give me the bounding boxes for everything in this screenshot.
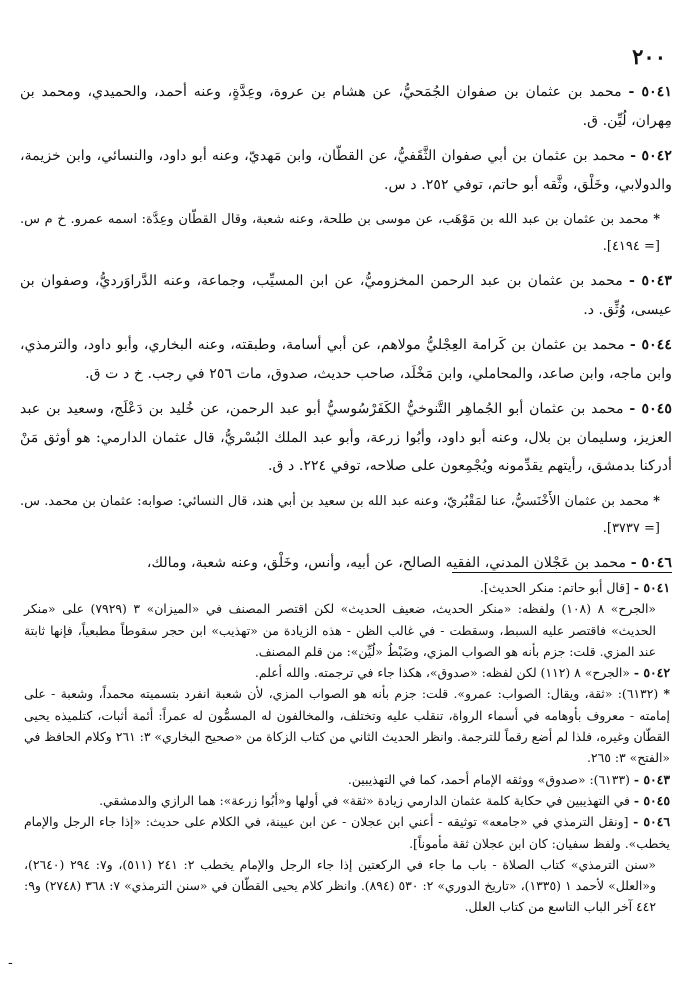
main-text: [20, 78, 672, 577]
footnote-divider: [452, 572, 672, 573]
entry-number: ٥٠٤٦ -: [630, 554, 672, 571]
entry-5041: [20, 78, 672, 135]
note-5045: [24, 790, 670, 811]
entry-number: ٥٠٤٥ -: [629, 401, 673, 417]
margin-mark: -: [8, 955, 13, 971]
note-text: في التهذيبين في حكاية كلمة عثمان الدارمي زيادة «ثقة» في أولها و«أبُوا زرعة»: هما الرازي والدمشقي.: [99, 792, 630, 808]
note-5043: [24, 769, 670, 790]
note-5046-continued: [24, 854, 670, 918]
entry-number: ٥٠٤٣ -: [629, 273, 672, 289]
entry-sub-akhnasi: [20, 488, 672, 542]
note-number: ٥٠٤١ -: [633, 580, 670, 595]
note-star-ibn-mawhab: [24, 683, 670, 768]
entry-5045: [20, 395, 672, 481]
note-5041-continued: [24, 598, 670, 662]
note-number: ٥٠٤٢ -: [633, 665, 670, 681]
star-marker: *: [653, 212, 660, 227]
entry-text: محمد بن عثمان الأَخْنَسيُّ، عنا لمَقْبُريّ، وعنه عبد الله بن سعيد بن أبي هند، قال النسائي: صوابه: عثمان بن محمد. س. [= ٣٧٣٧].: [20, 493, 660, 536]
entry-text: محمد بن عثمان بن أبي صفوان الثَّقَفيُّ، عن القطّان، وابن مَهديّ، وعنه أبو داود، والنسائي، وابن خزيمة، والدولابي، وخَلْق، وثَّقه أبو حاتم، توفي ٢٥٢. د س.: [20, 148, 672, 193]
star-marker: *: [653, 493, 660, 509]
entry-5043: [20, 267, 672, 324]
note-number: ٥٠٤٦ -: [633, 814, 670, 830]
page-number: ٢٠٠: [632, 44, 666, 69]
note-text: «الجرح» ٨ (١٠٨) ولفظه: «منكر الحديث، ضعيف الحديث» لكن اقتصر المصنف في «الميزان» ٣ (٧٩٢٩) على «منكر الحديث» فاقتصر عليه السبط، وسقطت - في غالب الظن - هذه الزيادة من «تهذيب» ابن حجر سقوطاً مطبعياً، فإنها ثابتة عند المزي. قلت: جزم بأنه هو الصواب المزي، وضَبْطُ «لُيِّن»: من قلم المصنف.: [24, 601, 656, 659]
entry-sub-ibn-mawhab: [20, 206, 672, 260]
note-text: (٦١٣٢): «ثقة، ويقال: الصواب: عمرو». قلت: جزم بأنه هو الصواب المزي، لأن شعبة انفرد بتسميته محمداً، وشعبة - على إمامته - معروف بأوهامه في أسماء الرواة، تنقلب عليه وتختلف، والمخالفون له المسمُّون له عمراً: أئمة أثبات، كتلميذه يحيى القطّان وغيره، فلذا لم أضع رقماً للترجمة. وانظر الحديث الثاني من كتاب الزكاة من «صحيح البخاري» ٣: ٢٦١ وكلام الحافظ في «الفتح» ٣: ٢٦٥.: [24, 686, 670, 766]
entry-text: محمد بن عثمان بن عبد الله بن مَوْهَب، عن موسى بن طلحة، وعنه شعبة، وقال القطّان وعِدَّة: اسمه عمرو. خ م س. [= ٤١٩٤].: [20, 212, 660, 254]
entry-number: ٥٠٤٢ -: [630, 148, 672, 164]
note-text: «سنن الترمذي» كتاب الصلاة - باب ما جاء في الركعتين إذا جاء الرجل والإمام يخطب ٢: ٢٤١ (٥١١)، و٧: ٢٩٤ (٢٦٤٠)، و«العلل» لأحمد ١ (١٣٣٥)، «تاريخ الدوري» ٢: ٥٣٠ (٨٩٤). وانظر كلام يحيى القطّان في «سنن الترمذي» ٧: ٣٦٨ (٢٧٤٨) و٩: ٤٤٢ آخر الباب التاسع من كتاب العلل.: [24, 856, 656, 915]
note-text: [قال أبو حاتم: منكر الحديث].: [479, 580, 630, 595]
star-marker: *: [663, 686, 670, 702]
entry-number: ٥٠٤١ -: [628, 84, 673, 100]
note-text: (٦١٣٣): «صدوق» ووثقه الإمام أحمد، كما في التهذيبين.: [347, 771, 630, 787]
note-text: «الجرح» ٨ (١١٢) لكن لفظه: «صدوق»، هكذا جاء في ترجمته. والله أعلم.: [254, 665, 630, 681]
note-5042: [24, 662, 670, 683]
entry-5042: [20, 142, 672, 199]
entry-number: ٥٠٤٤ -: [629, 337, 672, 353]
entry-text: محمد بن عثمان أبو الجُماهِر التَّنوخيُّ الكَفَرْسُوسيُّ أبو عبد الرحمن، عن خُليد بن دَعْلَج، وسعيد بن عبد العزيز، وسليمان بن بلال، وعنه أبو داود، وأبُوا زرعة، وأبو عبد الملك البُسْريُّ، قال عثمان الدارمي: هو أوثق مَنْ أدركنا بدمشق، رأيتهم يقدِّمونه ويُجْمِعون على صلاحه، توفي ٢٢٤. د ق.: [20, 401, 672, 474]
note-number: ٥٠٤٣ -: [633, 771, 670, 787]
entry-text: محمد بن عَجْلان المدني، الفقيه الصالح، عن أبيه، وأنس، وخَلْق، وعنه شعبة، ومالك،: [146, 554, 627, 571]
note-5046: [24, 811, 670, 854]
entry-text: محمد بن عثمان بن كَرامة العِجْليُّ مولاهم، عن أبي أسامة، وطبقته، وعنه البخاري، وأبو داود، والترمذي، وابن ماجه، وابن صاعد، والمحاملي، وابن مَخْلَد، صاحب حديث، صدوق، مات ٢٥٦ في رجب. خ د ت ق.: [20, 337, 672, 382]
entry-text: محمد بن عثمان بن صفوان الجُمَحيُّ، عن هشام بن عروة، وعِدَّةٍ، وعنه أحمد، والحميدي، ومحمد بن مِهران، لُيِّن. ق.: [20, 84, 672, 129]
footnotes: [24, 577, 670, 918]
entry-5044: [20, 331, 672, 388]
entry-text: محمد بن عثمان بن عبد الرحمن المخزوميُّ، عن ابن المسيِّب، وجماعة، وعنه الدَّراوَرديُّ، وصفوان بن عيسى، وُثِّق. د.: [20, 273, 672, 318]
note-5041: [24, 577, 670, 598]
note-number: ٥٠٤٥ -: [633, 792, 670, 808]
note-text: [ونقل الترمذي في «جامعه» توثيقه - أعني ابن عجلان - عن ابن عيينة، في الكلام على حديث: «إذا جاء الرجل والإمام يخطب». ولفظ سفيان: كان ابن عجلان ثقة مأموناً].: [24, 814, 670, 851]
